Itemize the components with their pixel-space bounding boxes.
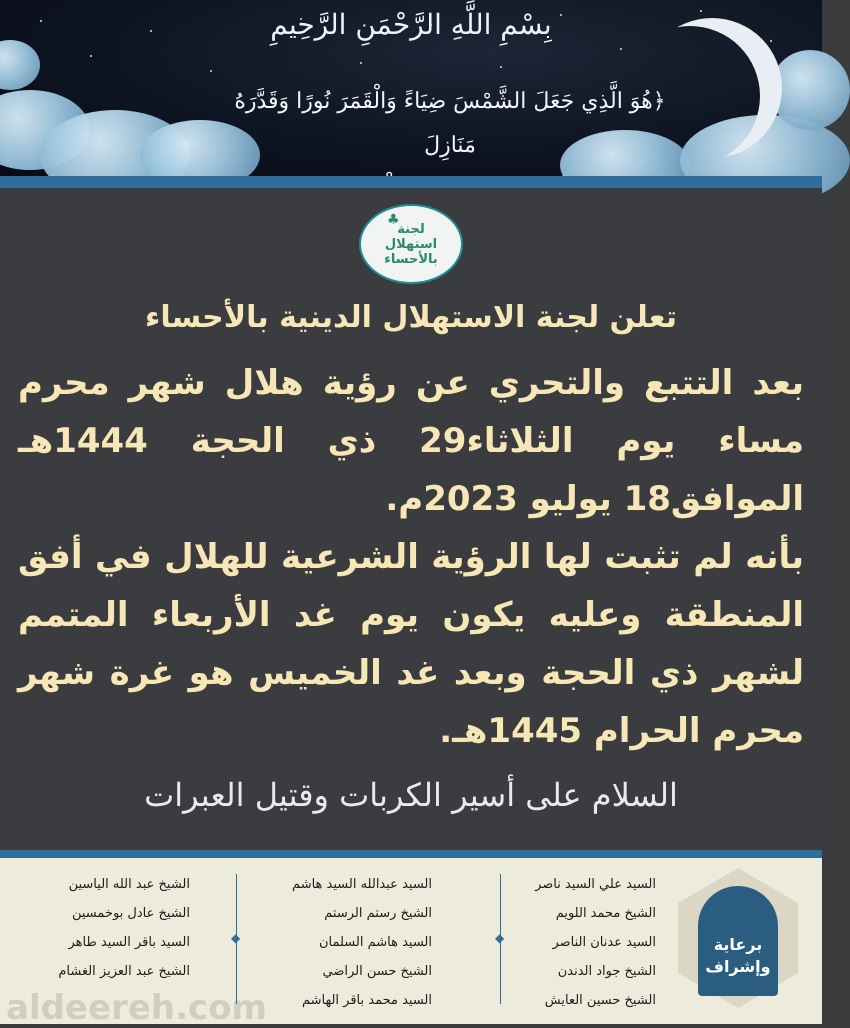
sponsor-name: الشيخ محمد اللويم: [555, 906, 656, 921]
diamond-icon: ◆: [495, 931, 505, 945]
sponsor-name: الشيخ حسين العايش: [544, 993, 656, 1008]
basmala: بِسْمِ اللَّهِ الرَّحْمَنِ الرَّحِيمِ: [270, 8, 552, 41]
announcement-paragraph-2: بأنه لم تثبت لها الرؤية الشرعية للهلال في أفق المنطقة وعليه يكون يوم غد الأربعاء المتمم لشهر ذي الحجة وبعد غد الخميس هو غرة شهر محرم الحرام 1445هـ.: [18, 537, 804, 751]
sponsor-name: السيد علي السيد ناصر: [535, 877, 656, 892]
sponsor-name: السيد محمد باقر الهاشم: [301, 993, 432, 1008]
sponsor-name: الشيخ عبد العزيز الغشام: [58, 964, 190, 979]
logo-line-1: لجنة: [397, 221, 425, 237]
sponsor-name: الشيخ رستم الرستم: [324, 906, 432, 921]
logo-line-3: بالأحساء: [384, 251, 438, 267]
sponsorship-label: برعاية وإشراف: [705, 935, 771, 976]
announcement-heading: تعلن لجنة الاستهلال الدينية بالأحساء: [145, 300, 677, 335]
verse-line-1: ﴿هُوَ الَّذِي جَعَلَ الشَّمْسَ ضِيَاءً وَالْقَمَرَ نُورًا وَقَدَّرَهُ مَنَازِلَ: [234, 89, 666, 158]
names-column-right: [535, 870, 656, 1015]
sponsorship-badge: [678, 862, 798, 1012]
footer-divider: [0, 850, 822, 858]
sponsor-name: الشيخ جواد الدندن: [557, 964, 656, 979]
announcement-panel: [0, 188, 822, 850]
closing-calligraphy: السلام على أسير الكربات وقتيل العبرات: [144, 776, 678, 814]
sponsor-name: الشيخ حسن الراضي: [322, 964, 432, 979]
sponsor-name: السيد هاشم السلمان: [318, 935, 432, 950]
site-watermark: aldeereh.com: [6, 988, 267, 1028]
sponsors-footer: [0, 858, 822, 1028]
announcement-body: [18, 354, 804, 760]
names-column-middle: [292, 870, 432, 1015]
header-divider: [0, 176, 822, 188]
sponsor-name: السيد باقر السيد طاهر: [68, 935, 190, 950]
logo-line-2: استهلال: [384, 236, 438, 252]
announcement-paragraph-1: بعد التتبع والتحري عن رؤية هلال شهر محرم مساء يوم الثلاثاء29 ذي الحجة 1444هـ الموافق18 يوليو 2023م.: [18, 363, 804, 519]
diamond-icon: ◆: [231, 931, 241, 945]
committee-logo: [359, 204, 463, 284]
names-column-left: [58, 870, 190, 986]
sponsor-name: السيد عبدالله السيد هاشم: [292, 877, 432, 892]
palm-tree-icon: ♣: [387, 212, 400, 228]
sponsor-name: السيد عدنان الناصر: [552, 935, 656, 950]
header-sky-banner: [0, 0, 822, 176]
sponsor-name: الشيخ عادل بوخمسين: [71, 906, 190, 921]
sponsor-name: الشيخ عبد الله الياسين: [68, 877, 190, 892]
